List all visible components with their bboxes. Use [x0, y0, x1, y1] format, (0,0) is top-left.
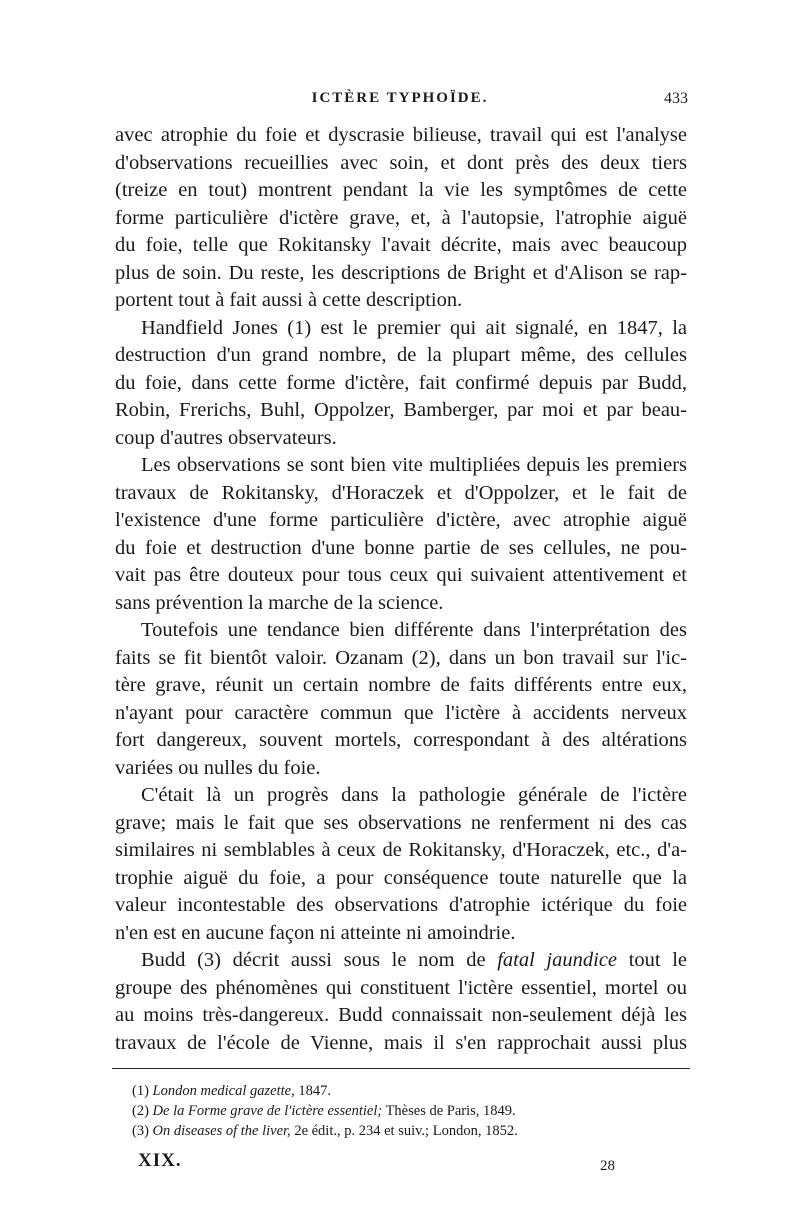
text-line: Handfield Jones (1) est le premier qui ait signalé, en 1847, la	[141, 316, 687, 339]
text-line: n'ayant pour caractère commun que l'ictère à accidents nerveux	[115, 701, 687, 724]
text-line: Robin, Frerichs, Buhl, Oppolzer, Bamberger, par moi et par beau-	[115, 399, 687, 421]
footnote-mark: (2)	[132, 1103, 149, 1119]
text-line: au moins très-dangereux. Budd connaissait non-seulement déjà les	[115, 1004, 687, 1026]
page-number: 433	[664, 90, 688, 107]
text-line: C'était là un progrès dans la pathologie générale de l'ictère	[141, 784, 687, 806]
footnote-divider	[112, 1068, 690, 1069]
text-line: fort dangereux, souvent mortels, correspondant à des altérations	[115, 729, 687, 751]
footnote-mark: (3)	[132, 1123, 149, 1139]
footnote-rest: Thèses de Paris, 1849.	[382, 1103, 516, 1119]
text-line: valeur incontestable des observations d'atrophie ictérique du foie	[115, 894, 687, 916]
text-line: coup d'autres observateurs.	[115, 426, 337, 449]
text-segment: tout le	[628, 949, 688, 971]
running-title: ICTÈRE TYPHOÏDE.	[311, 90, 489, 106]
text-line: plus de soin. Du reste, les descriptions de Bright et d'Alison se rap-	[115, 261, 687, 284]
footnote	[132, 1121, 632, 1141]
text-line: travaux de l'école de Vienne, mais il s'en rapprochait aussi plus	[115, 1031, 687, 1054]
page-header	[112, 90, 688, 114]
text-line: groupe des phénomènes qui constituent l'ictère essentiel, mortel ou	[115, 976, 687, 999]
text-line: variées ou nulles du foie.	[115, 756, 321, 779]
text-line: du foie et destruction d'une bonne partie de ses cellules, ne pou-	[115, 536, 687, 559]
text-line: sans prévention la marche de la science.	[115, 591, 444, 614]
text-line: portent tout à fait aussi à cette description.	[115, 289, 463, 311]
footnotes	[132, 1081, 632, 1141]
text-line: du foie, dans cette forme d'ictère, fait confirmé depuis par Budd,	[115, 371, 687, 394]
text-line: destruction d'un grand nombre, de la plupart même, des cellules	[115, 344, 687, 366]
text-line: similaires ni semblables à ceux de Rokitansky, d'Horaczek, etc., d'a-	[115, 839, 687, 861]
footnote-title: De la Forme grave de l'ictère essentiel;	[152, 1103, 383, 1119]
sheet-number: 28	[600, 1158, 615, 1174]
text-line: n'en est en aucune façon ni atteinte ni amoindrie.	[115, 921, 516, 944]
text-line: faits se fit bientôt valoir. Ozanam (2), dans un bon travail sur l'ic-	[115, 646, 687, 669]
text-line: Toutefois une tendance bien différente dans l'interprétation des	[141, 619, 687, 641]
footnote-rest: 2e édit., p. 234 et suiv.; London, 1852.	[290, 1123, 518, 1139]
text-line: vait pas être douteux pour tous ceux qui suivaient attentivement et	[115, 564, 687, 586]
footnote-rest: 1847.	[294, 1083, 331, 1099]
text-line: d'observations recueillies avec soin, et dont près des deux tiers	[115, 151, 687, 174]
text-line: tère grave, réunit un certain nombre de faits différents entre eux,	[115, 674, 687, 696]
signature-mark: XIX.	[138, 1150, 182, 1171]
text-segment: Budd (3) décrit aussi sous le nom de	[141, 949, 486, 971]
footnote-title: London medical gazette,	[152, 1083, 295, 1099]
footnote	[132, 1101, 632, 1121]
italic-term: fatal jaundice	[497, 949, 618, 971]
text-line: (treize en tout) montrent pendant la vie les symptômes de cette	[115, 179, 687, 201]
text-line-with-italic	[115, 947, 687, 975]
text-line: forme particulière d'ictère grave, et, à l'autopsie, l'atrophie aiguë	[115, 206, 687, 229]
text-line: trophie aiguë du foie, a pour conséquence toute naturelle que la	[115, 866, 687, 889]
text-line: Les observations se sont bien vite multipliées depuis les premiers	[141, 454, 687, 476]
footnote-mark: (1)	[132, 1083, 149, 1099]
text-line: avec atrophie du foie et dyscrasie bilieuse, travail qui est l'analyse	[115, 124, 687, 146]
text-line: travaux de Rokitansky, d'Horaczek et d'Oppolzer, et le fait de	[115, 481, 687, 504]
text-line: grave; mais le fait que ses observations ne renferment ni des cas	[115, 811, 687, 834]
footnote	[132, 1081, 632, 1101]
text-line: l'existence d'une forme particulière d'ictère, avec atrophie aiguë	[115, 509, 687, 531]
text-line: du foie, telle que Rokitansky l'avait décrite, mais avec beaucoup	[115, 234, 687, 256]
footnote-title: On diseases of the liver,	[152, 1123, 291, 1139]
body-text	[115, 122, 687, 1057]
